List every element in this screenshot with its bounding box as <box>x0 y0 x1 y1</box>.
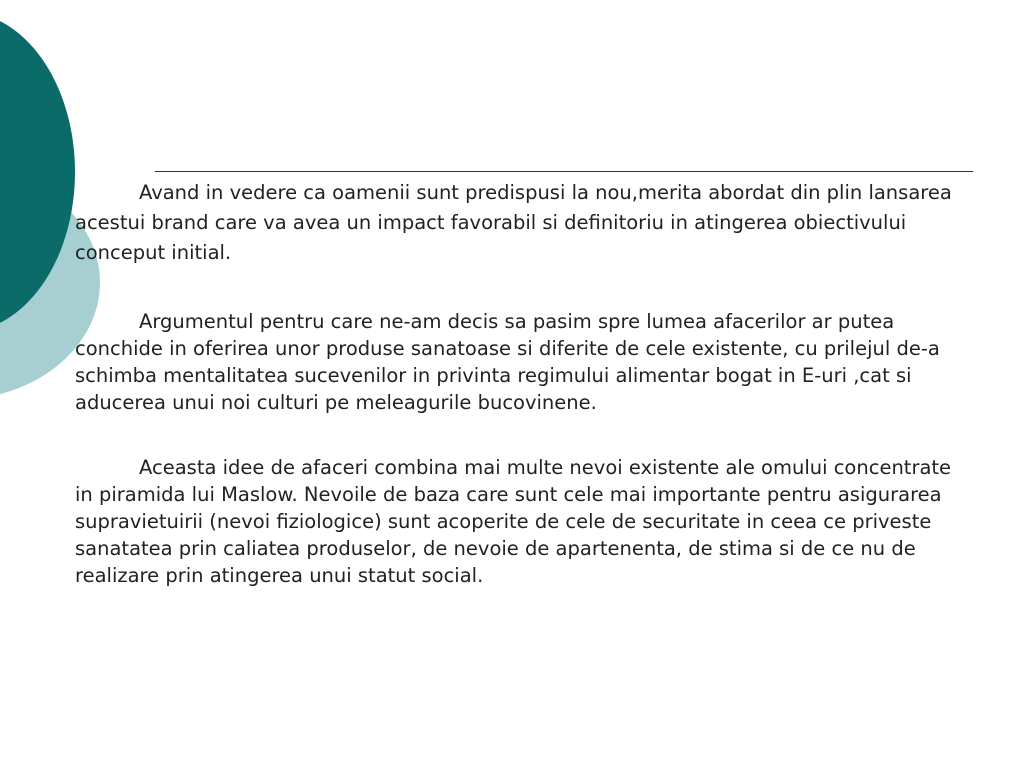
slide-body-text <box>75 178 965 589</box>
paragraph-3: Aceasta idee de afaceri combina mai multe nevoi existente ale omului concentrate in piramida lui Maslow. Nevoile de baza care sunt cele mai importante pentru asigurarea supravietuirii (nevoi fiziologice) sunt acoperite de cele de securitate in ceea ce priveste sanatatea prin caliatea produselor, de nevoie de apartenenta, de stima si de ce nu de realizare prin atingerea unui statut social. <box>75 456 952 587</box>
paragraph-1: Avand in vedere ca oamenii sunt predispusi la nou,merita abordat din plin lansarea acestui brand care va avea un impact favorabil si definitoriu in atingerea obiectivului conceput initial. <box>75 181 952 264</box>
paragraph-spacer <box>75 268 965 308</box>
paragraph-spacer <box>75 416 965 454</box>
title-divider-line <box>155 171 973 172</box>
paragraph-2: Argumentul pentru care ne-am decis sa pasim spre lumea afacerilor ar putea conchide in oferirea unor produse sanatoase si diferite de cele existente, cu prilejul de-a schimba mentalitatea sucevenilor in privinta regimului alimentar bogat in E-uri ,cat si aducerea unui noi culturi pe meleagurile bucovinene. <box>75 310 940 414</box>
